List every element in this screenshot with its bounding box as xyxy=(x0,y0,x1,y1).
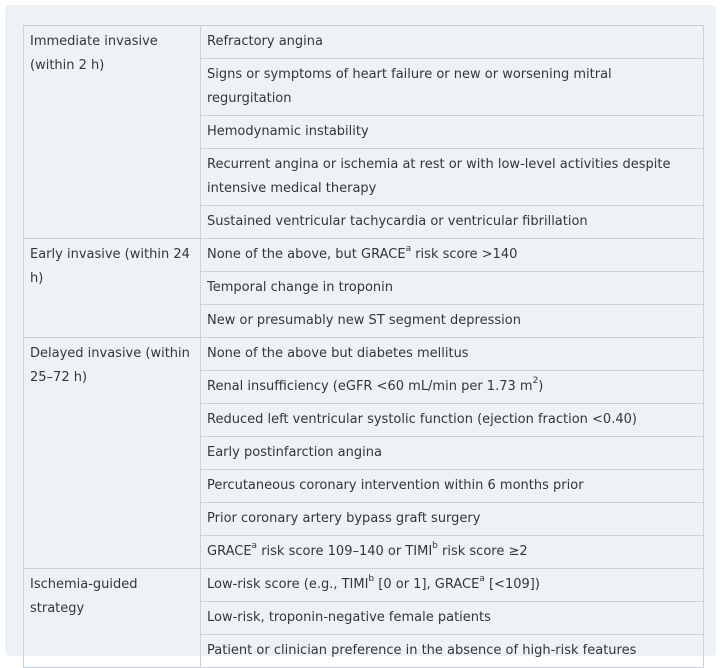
criterion-cell xyxy=(201,569,704,602)
criterion-text: Renal insufficiency (eGFR <60 mL/min per 1.73 m xyxy=(207,379,533,394)
criterion-cell xyxy=(201,338,704,371)
criterion-text: Patient or clinician preference in the absence of high-risk features xyxy=(207,643,637,658)
criterion-text: Prior coronary artery bypass graft surgery xyxy=(207,511,481,526)
criterion-text: Temporal change in troponin xyxy=(207,280,394,295)
footnote-marker: b xyxy=(368,573,375,584)
criterion-text: Reduced left ventricular systolic function (ejection fraction <0.40) xyxy=(207,412,637,427)
criterion-text: Percutaneous coronary intervention within 6 months prior xyxy=(207,478,584,493)
risk-strategy-table xyxy=(23,25,704,668)
strategy-category-cell: Immediate invasive (within 2 h) xyxy=(24,26,201,239)
table-row xyxy=(24,239,704,272)
table-frame xyxy=(5,5,716,656)
criterion-text: None of the above, but GRACE xyxy=(207,247,406,262)
strategy-category-cell: Ischemia-guided strategy xyxy=(24,569,201,668)
table-row xyxy=(24,569,704,602)
criterion-cell xyxy=(201,371,704,404)
criterion-text: New or presumably new ST segment depression xyxy=(207,313,521,328)
criterion-cell xyxy=(201,59,704,116)
criterion-cell xyxy=(201,536,704,569)
criterion-text: risk score >140 xyxy=(411,247,518,262)
footnote-marker: a xyxy=(405,243,412,254)
criterion-text: Sustained ventricular tachycardia or ventricular fibrillation xyxy=(207,214,588,229)
criterion-cell xyxy=(201,206,704,239)
strategy-category-cell: Early invasive (within 24 h) xyxy=(24,239,201,338)
criterion-text: Signs or symptoms of heart failure or new or worsening mitral regurgitation xyxy=(207,67,612,106)
strategy-category-cell: Delayed invasive (within 25–72 h) xyxy=(24,338,201,569)
footnote-marker: 2 xyxy=(532,375,539,386)
criterion-text: Hemodynamic instability xyxy=(207,124,369,139)
criterion-cell xyxy=(201,116,704,149)
criterion-text: Recurrent angina or ischemia at rest or with low-level activities despite intensive medical therapy xyxy=(207,157,671,196)
criterion-text: [<109]) xyxy=(484,577,540,592)
criterion-cell xyxy=(201,470,704,503)
footnote-marker: a xyxy=(251,540,258,551)
criterion-text: risk score ≥2 xyxy=(437,544,528,559)
criterion-text: Low-risk, troponin-negative female patients xyxy=(207,610,491,625)
table-row xyxy=(24,338,704,371)
criterion-cell xyxy=(201,149,704,206)
criterion-text: Early postinfarction angina xyxy=(207,445,382,460)
criterion-text: None of the above but diabetes mellitus xyxy=(207,346,469,361)
criterion-text: Refractory angina xyxy=(207,34,323,49)
criterion-cell xyxy=(201,602,704,635)
criterion-cell xyxy=(201,404,704,437)
criterion-cell xyxy=(201,437,704,470)
criterion-cell xyxy=(201,503,704,536)
criterion-text: ) xyxy=(538,379,544,394)
table-body xyxy=(24,26,704,668)
criterion-text: Low-risk score (e.g., TIMI xyxy=(207,577,369,592)
criterion-text: [0 or 1], GRACE xyxy=(374,577,480,592)
criterion-text: GRACE xyxy=(207,544,252,559)
table-row xyxy=(24,26,704,59)
criterion-cell xyxy=(201,635,704,668)
criterion-cell xyxy=(201,305,704,338)
footnote-marker: b xyxy=(432,540,438,551)
criterion-cell xyxy=(201,272,704,305)
footnote-marker: a xyxy=(479,573,485,584)
criterion-cell xyxy=(201,26,704,59)
criterion-cell xyxy=(201,239,704,272)
criterion-text: risk score 109–140 or TIMI xyxy=(257,544,433,559)
